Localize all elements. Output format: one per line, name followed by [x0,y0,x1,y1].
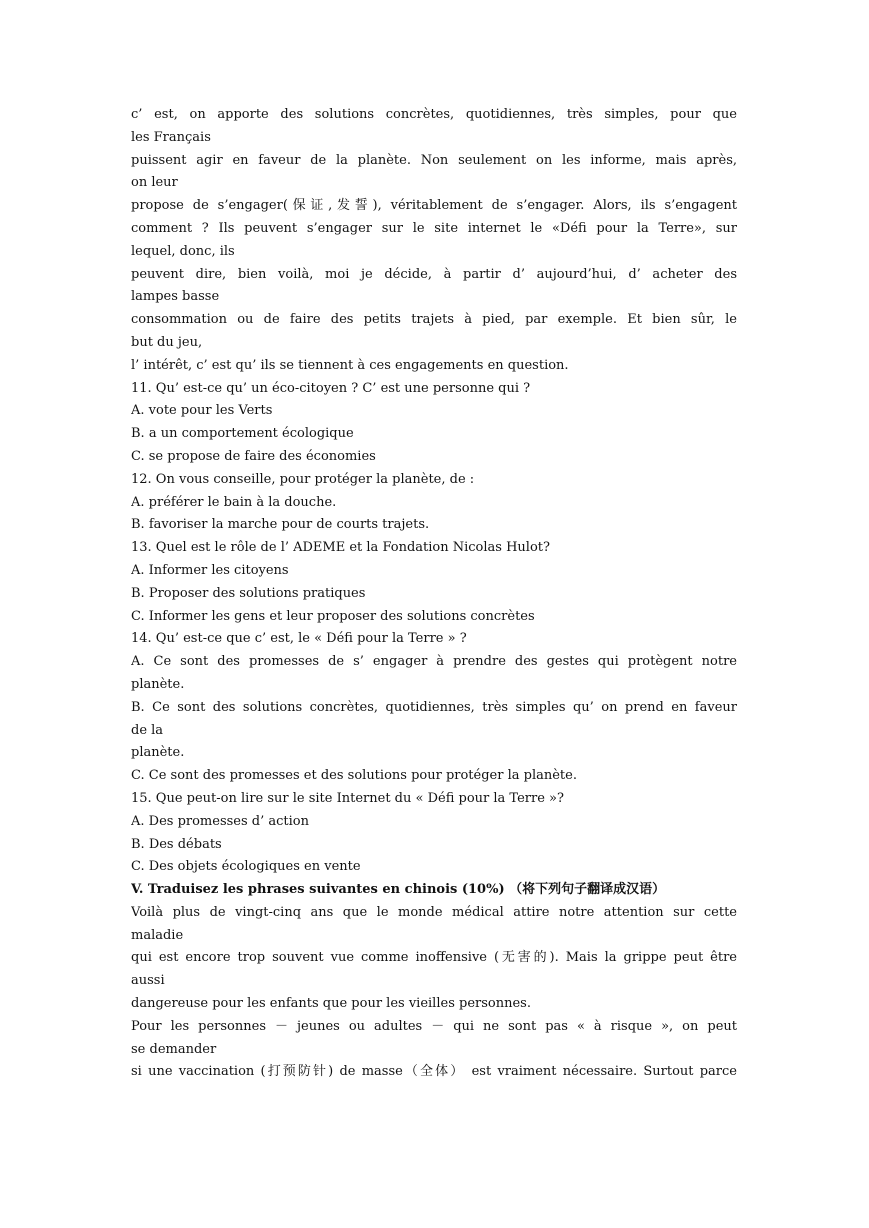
text-line: Voilà plus de vingt-cinq ans que le monde médical attire notre attention sur cette [131,904,737,920]
text-line: Pour les personnes － jeunes ou adultes － qui ne sont pas « à risque », on peut [131,1018,737,1034]
text-line: qui est encore trop souvent vue comme inoffensive (无害的). Mais la grippe peut être [131,950,737,966]
text-line: C. Informer les gens et leur proposer des solutions concrètes [131,608,535,624]
text-line: B. Proposer des solutions pratiques [131,585,366,601]
text-line: puissent agir en faveur de la planète. Non seulement on les informe, mais après, [131,152,737,168]
text-line: 12. On vous conseille, pour protéger la planète, de : [131,471,475,487]
text-line: peuvent dire, bien voilà, moi je décide, à partir d’ aujourd’hui, d’ acheter des [131,266,737,282]
text-line: c’ est, on apporte des solutions concrètes, quotidiennes, très simples, pour que [131,107,737,122]
text-line: de la [131,722,164,738]
text-line: dangereuse pour les enfants que pour les vieilles personnes. [131,996,531,1012]
text-line: maladie [131,927,184,943]
text-line: 15. Que peut-on lire sur le site Internet du « Défi pour la Terre »? [131,790,564,806]
text-line: on leur [131,175,178,191]
text-line: consommation ou de faire des petits trajets à pied, par exemple. Et bien sûr, le [131,312,737,328]
text-line: les Français [131,129,211,145]
section-heading: V. Traduisez les phrases suivantes en chinois (10%) （将下列句子翻译成汉语） [131,882,666,898]
text-line: planète. [131,745,185,761]
text-line: 14. Qu’ est-ce que c’ est, le « Défi pour la Terre » ? [131,631,467,647]
text-line: A. Ce sont des promesses de s’ engager à prendre des gestes qui protègent notre [131,654,737,670]
text-line: propose de s’engager(保证,发誓), véritablement de s’engager. Alors, ils s’engagent [131,198,737,214]
text-line: l’ intérêt, c’ est qu’ ils se tiennent à ces engagements en question. [131,357,569,373]
text-line: A. vote pour les Verts [131,403,273,419]
text-line: si une vaccination (打预防针) de masse（全体） est vraiment nécessaire. Surtout parce [131,1064,737,1080]
text-line: B. Des débats [131,836,222,852]
text-line: but du jeu, [131,334,203,350]
text-line: A. Des promesses d’ action [131,813,309,829]
text-line: B. a un comportement écologique [131,426,354,442]
text-line: A. Informer les citoyens [131,562,289,578]
text-line: lequel, donc, ils [131,243,235,259]
text-line: lampes basse [131,289,220,305]
text-line: 13. Quel est le rôle de l’ ADEME et la Fondation Nicolas Hulot? [131,540,550,556]
text-line: planète. [131,676,185,692]
text-line: B. Ce sont des solutions concrètes, quotidiennes, très simples qu’ on prend en faveur [131,699,737,715]
text-line: B. favoriser la marche pour de courts trajets. [131,517,430,533]
text-line: comment ? Ils peuvent s’engager sur le site internet le «Défi pour la Terre», sur [131,220,737,236]
text-line: C. se propose de faire des économies [131,448,376,464]
text-line: C. Ce sont des promesses et des solutions pour protéger la planète. [131,768,577,784]
text-line: A. préférer le bain à la douche. [131,494,337,510]
text-line: 11. Qu’ est-ce qu’ un éco-citoyen ? C’ est une personne qui ? [131,380,531,396]
text-line: se demander [131,1041,217,1057]
text-line: C. Des objets écologiques en vente [131,859,361,875]
document-page [131,104,737,1084]
text-line: aussi [131,973,165,989]
